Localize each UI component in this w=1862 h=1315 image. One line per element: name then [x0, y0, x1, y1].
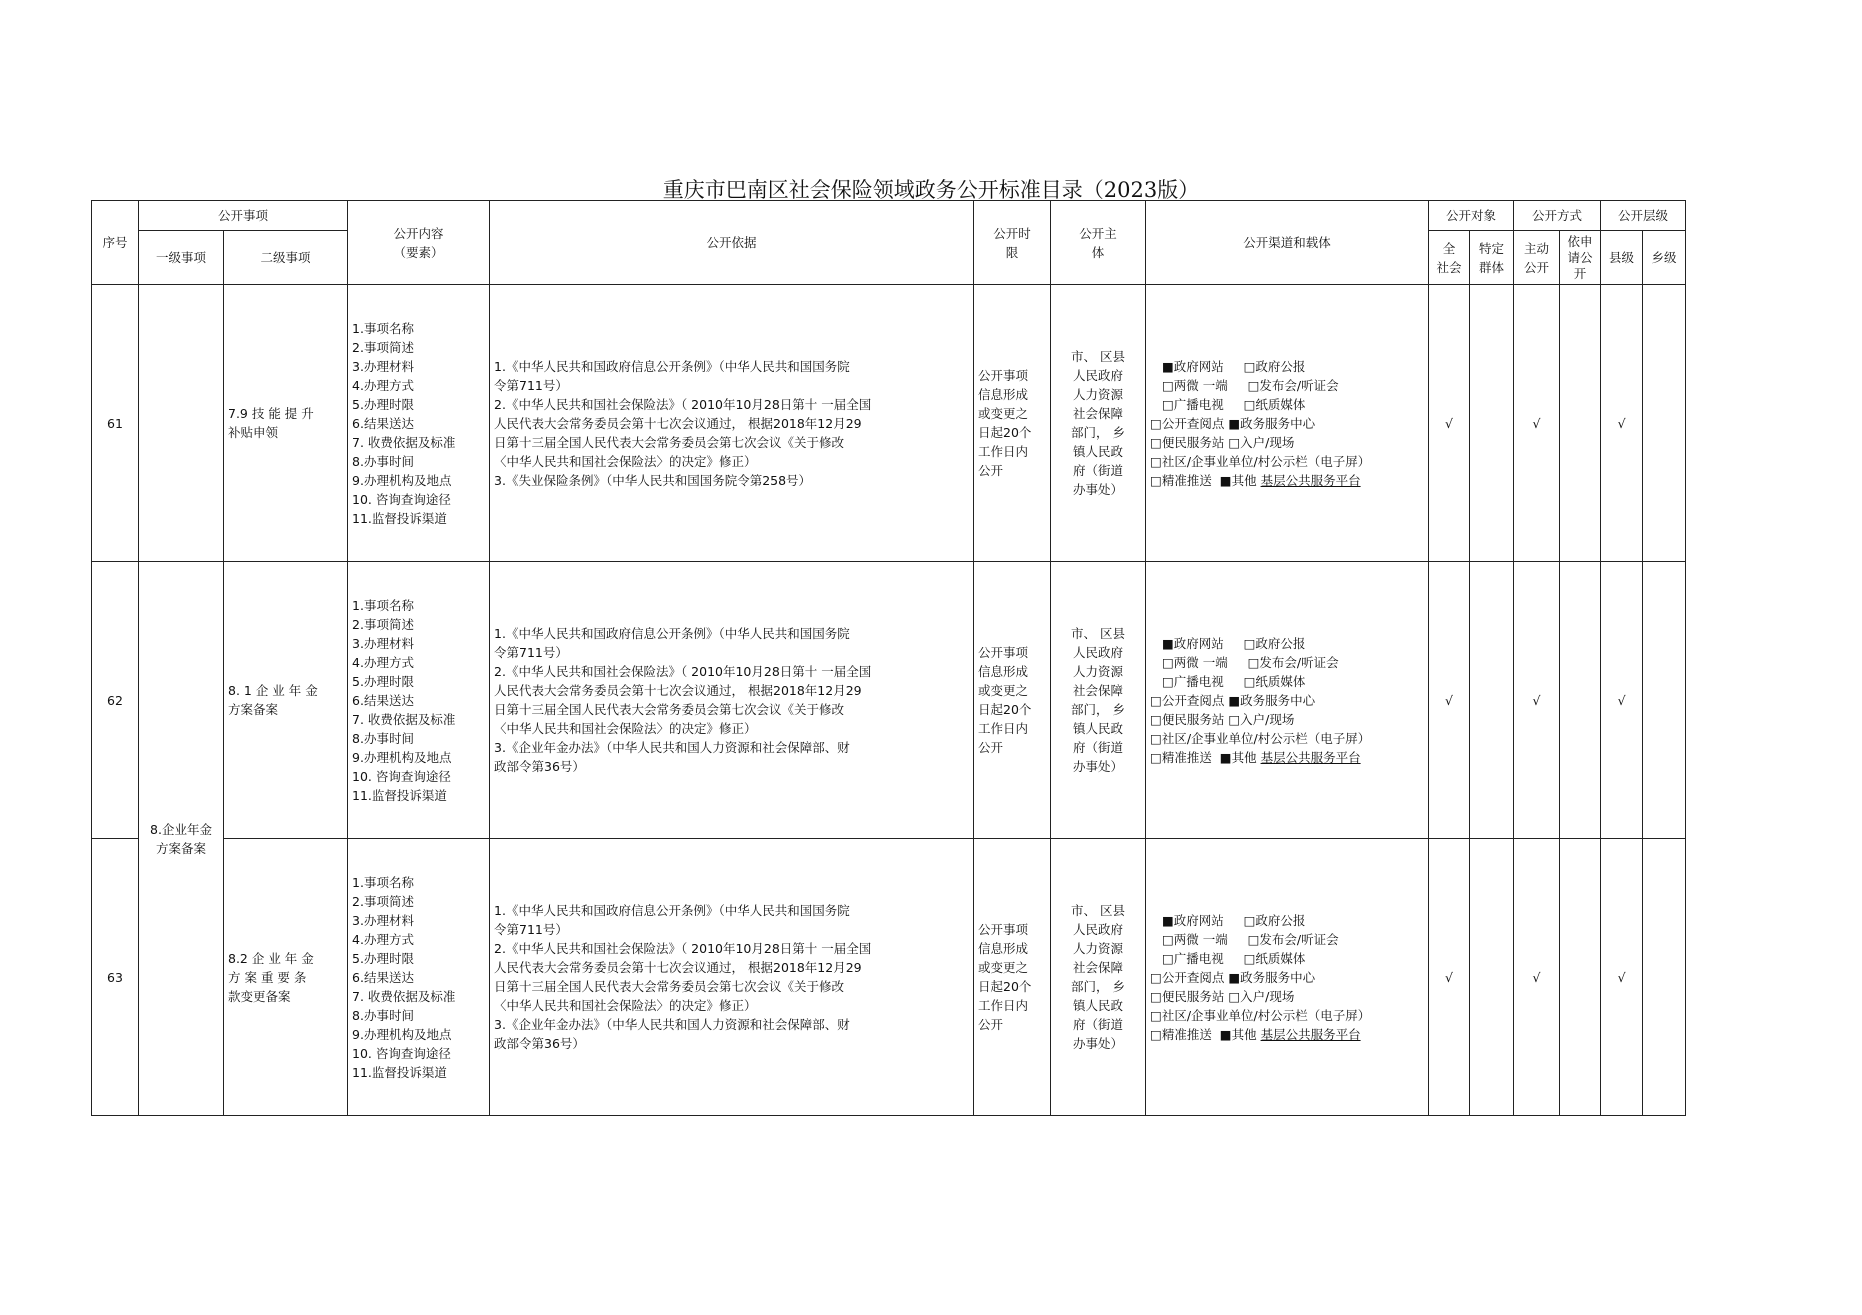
channel-precise-push: □精准推送 — [1150, 472, 1212, 488]
row-seq: 63 — [92, 839, 139, 1116]
row-level-town — [1643, 285, 1686, 562]
channel-gov-site: ■政府网站 — [1161, 358, 1224, 374]
header-level-town: 乡级 — [1643, 231, 1686, 285]
catalog-table — [91, 200, 1686, 1116]
row-level-county: √ — [1601, 285, 1643, 562]
channel-other: ■其他 — [1219, 749, 1257, 765]
channel-other-value: 基层公共服务平台 — [1260, 1026, 1361, 1042]
channel-service-center: ■政务服务中心 — [1228, 969, 1316, 985]
table-row — [92, 285, 1686, 562]
header-method-request: 依申 请公 开 — [1560, 231, 1601, 285]
row-level-county: √ — [1601, 839, 1643, 1116]
channel-other: ■其他 — [1219, 472, 1257, 488]
table-row — [92, 562, 1686, 839]
channel-service-center: ■政务服务中心 — [1228, 692, 1316, 708]
header-time-limit: 公开时 限 — [974, 201, 1051, 285]
channel-service-station: □便民服务站 — [1150, 434, 1225, 450]
row-level-county: √ — [1601, 562, 1643, 839]
channel-other-value: 基层公共服务平台 — [1260, 749, 1361, 765]
channel-home-visit: □入户/现场 — [1228, 434, 1295, 450]
row-basis: 1.《中华人民共和国政府信息公开条例》（中华人民共和国国务院 令第711号） 2.《中华人民共和国社会保险法》（ 2010年10月28日第十 一届全国 人民代表大会常务委员会第十七次会议通过， 根据2018年12月29 日第十三届全国人民代表大会常务委员会第七次会议《关于修改 〈中华人民共和国社会保险法〉的决定》修正） 3.《企业年金办法》（中华人民共和国人力资源和社会保障部、财 政部令第36号） — [490, 839, 974, 1116]
header-subject: 公开主 体 — [1051, 201, 1146, 285]
row-time-limit: 公开事项 信息形成 或变更之 日起20个 工作日内 公开 — [974, 285, 1051, 562]
row-target-all: √ — [1429, 839, 1470, 1116]
row-level2: 7.9 技 能 提 升 补贴申领 — [224, 285, 348, 562]
row-subject: 市、 区县 人民政府 人力资源 社会保障 部门， 乡 镇人民政 府（街道 办事处） — [1051, 839, 1146, 1116]
row-target-all: √ — [1429, 285, 1470, 562]
header-level1: 一级事项 — [139, 231, 224, 285]
row-content: 1.事项名称 2.事项简述 3.办理材料 4.办理方式 5.办理时限 6.结果送达 7. 收费依据及标准 8.办事时间 9.办理机构及地点 10. 咨询查询途径 11.监督投诉渠道 — [348, 839, 490, 1116]
row-method-active: √ — [1514, 285, 1560, 562]
header-item-group: 公开事项 — [139, 201, 348, 231]
row-method-request — [1560, 285, 1601, 562]
row-seq: 61 — [92, 285, 139, 562]
channel-gov-gazette: □政府公报 — [1243, 635, 1306, 651]
row-basis: 1.《中华人民共和国政府信息公开条例》（中华人民共和国国务院 令第711号） 2.《中华人民共和国社会保险法》（ 2010年10月28日第十 一届全国 人民代表大会常务委员会第十七次会议通过， 根据2018年12月29 日第十三届全国人民代表大会常务委员会第七次会议《关于修改 〈中华人民共和国社会保险法〉的决定》修正） 3.《企业年金办法》（中华人民共和国人力资源和社会保障部、财 政部令第36号） — [490, 562, 974, 839]
header-seq: 序号 — [92, 201, 139, 285]
header-target-all: 全 社会 — [1429, 231, 1470, 285]
page-title: 重庆市巴南区社会保险领域政务公开标准目录（2023版） — [662, 178, 1200, 202]
header-channels: 公开渠道和载体 — [1146, 201, 1429, 285]
header-target-specific: 特定 群体 — [1470, 231, 1514, 285]
channel-two-micro: □两微 一端 — [1161, 654, 1228, 670]
channel-community-board: □社区/企事业单位/村公示栏（电子屏） — [1150, 453, 1371, 469]
row-time-limit: 公开事项 信息形成 或变更之 日起20个 工作日内 公开 — [974, 839, 1051, 1116]
channel-gov-site: ■政府网站 — [1161, 635, 1224, 651]
channel-reading-room: □公开查阅点 — [1150, 969, 1225, 985]
row-method-request — [1560, 839, 1601, 1116]
channel-service-center: ■政务服务中心 — [1228, 415, 1316, 431]
row-channels — [1146, 839, 1429, 1116]
channel-broadcast: □广播电视 — [1161, 396, 1224, 412]
channel-gov-site: ■政府网站 — [1161, 912, 1224, 928]
row-seq: 62 — [92, 562, 139, 839]
channel-broadcast: □广播电视 — [1161, 673, 1224, 689]
header-level2: 二级事项 — [224, 231, 348, 285]
channel-paper: □纸质媒体 — [1243, 950, 1306, 966]
row-channels — [1146, 285, 1429, 562]
channel-precise-push: □精准推送 — [1150, 749, 1212, 765]
row-content: 1.事项名称 2.事项简述 3.办理材料 4.办理方式 5.办理时限 6.结果送达 7. 收费依据及标准 8.办事时间 9.办理机构及地点 10. 咨询查询途径 11.监督投诉渠道 — [348, 562, 490, 839]
channel-community-board: □社区/企事业单位/村公示栏（电子屏） — [1150, 730, 1371, 746]
row-basis: 1.《中华人民共和国政府信息公开条例》（中华人民共和国国务院 令第711号） 2.《中华人民共和国社会保险法》（ 2010年10月28日第十 一届全国 人民代表大会常务委员会第十七次会议通过， 根据2018年12月29 日第十三届全国人民代表大会常务委员会第七次会议《关于修改 〈中华人民共和国社会保险法〉的决定》修正） 3.《失业保险条例》（中华人民共和国国务院令第258号） — [490, 285, 974, 562]
row-method-active: √ — [1514, 839, 1560, 1116]
row-method-request — [1560, 562, 1601, 839]
header-level-group: 公开层级 — [1601, 201, 1686, 231]
row-target-all: √ — [1429, 562, 1470, 839]
channel-broadcast: □广播电视 — [1161, 950, 1224, 966]
channel-other: ■其他 — [1219, 1026, 1257, 1042]
channel-gov-gazette: □政府公报 — [1243, 912, 1306, 928]
header-basis: 公开依据 — [490, 201, 974, 285]
channel-paper: □纸质媒体 — [1243, 673, 1306, 689]
header-target-group: 公开对象 — [1429, 201, 1514, 231]
channel-other-value: 基层公共服务平台 — [1260, 472, 1361, 488]
header-level-county: 县级 — [1601, 231, 1643, 285]
row-target-specific — [1470, 839, 1514, 1116]
table-row — [92, 839, 1686, 1116]
row-method-active: √ — [1514, 562, 1560, 839]
channel-service-station: □便民服务站 — [1150, 988, 1225, 1004]
channel-two-micro: □两微 一端 — [1161, 377, 1228, 393]
channel-precise-push: □精准推送 — [1150, 1026, 1212, 1042]
row-target-specific — [1470, 285, 1514, 562]
channel-home-visit: □入户/现场 — [1228, 988, 1295, 1004]
header-method-group: 公开方式 — [1514, 201, 1601, 231]
channel-hearing: □发布会/听证会 — [1247, 931, 1339, 947]
row-level2: 8. 1 企 业 年 金 方案备案 — [224, 562, 348, 839]
channel-reading-room: □公开查阅点 — [1150, 692, 1225, 708]
row-content: 1.事项名称 2.事项简述 3.办理材料 4.办理方式 5.办理时限 6.结果送达 7. 收费依据及标准 8.办事时间 9.办理机构及地点 10. 咨询查询途径 11.监督投诉渠道 — [348, 285, 490, 562]
channel-hearing: □发布会/听证会 — [1247, 654, 1339, 670]
header-row-top — [92, 201, 1686, 231]
row-level-town — [1643, 839, 1686, 1116]
row-level1 — [139, 285, 224, 562]
channel-home-visit: □入户/现场 — [1228, 711, 1295, 727]
row-level2: 8.2 企 业 年 金 方 案 重 要 条 款变更备案 — [224, 839, 348, 1116]
channel-community-board: □社区/企事业单位/村公示栏（电子屏） — [1150, 1007, 1371, 1023]
header-content: 公开内容 （要素） — [348, 201, 490, 285]
row-subject: 市、 区县 人民政府 人力资源 社会保障 部门， 乡 镇人民政 府（街道 办事处） — [1051, 562, 1146, 839]
header-method-active: 主动 公开 — [1514, 231, 1560, 285]
channel-hearing: □发布会/听证会 — [1247, 377, 1339, 393]
channel-paper: □纸质媒体 — [1243, 396, 1306, 412]
channel-service-station: □便民服务站 — [1150, 711, 1225, 727]
channel-gov-gazette: □政府公报 — [1243, 358, 1306, 374]
channel-reading-room: □公开查阅点 — [1150, 415, 1225, 431]
row-level1: 8.企业年金 方案备案 — [139, 562, 224, 1116]
row-level-town — [1643, 562, 1686, 839]
row-channels — [1146, 562, 1429, 839]
row-subject: 市、 区县 人民政府 人力资源 社会保障 部门， 乡 镇人民政 府（街道 办事处） — [1051, 285, 1146, 562]
channel-two-micro: □两微 一端 — [1161, 931, 1228, 947]
row-target-specific — [1470, 562, 1514, 839]
row-time-limit: 公开事项 信息形成 或变更之 日起20个 工作日内 公开 — [974, 562, 1051, 839]
